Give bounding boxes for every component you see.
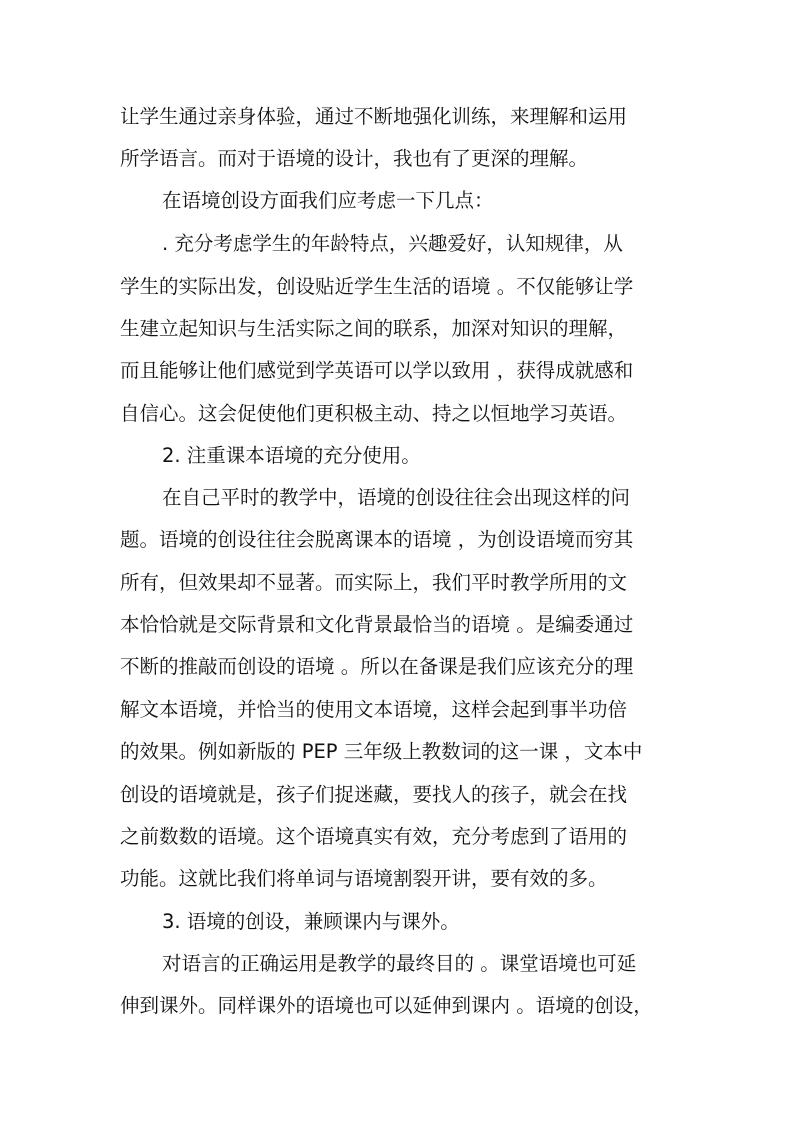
point-1-line-5: 自信心。这会促使他们更积极主动、持之以恒地学习英语。: [120, 402, 628, 425]
point-2-heading: 2. 注重课本语境的充分使用。: [162, 444, 421, 467]
point-2-line-2: 题。语境的创设往往会脱离课本的语境 ，为创设语境而穷其: [120, 528, 634, 551]
point-2-line-9: 之前数数的语境。这个语境真实有效，充分考虑到了语用的: [120, 825, 628, 848]
point-1-line-2: 学生的实际出发，创设贴近学生生活的语境 。不仅能够让学: [120, 275, 634, 298]
point-3-line-1: 对语言的正确运用是教学的最终目的 。课堂语境也可延: [162, 952, 637, 975]
point-3-heading: 3. 语境的创设，兼顾课内与课外。: [162, 910, 460, 933]
point-2-line-10: 功能。这就比我们将单词与语境割裂开讲，要有效的多。: [120, 867, 608, 890]
point-2-line-6: 解文本语境，并恰当的使用文本语境，这样会起到事半功倍: [120, 698, 628, 721]
text-line-1: 让学生通过亲身体验，通过不断地强化训练，来理解和运用: [120, 105, 628, 128]
point-2-line-8: 创设的语境就是，孩子们捉迷藏，要找人的孩子，就会在找: [120, 783, 628, 806]
point-2-line-3: 所有，但效果却不显著。而实际上，我们平时教学所用的文: [120, 571, 628, 594]
section-intro-line: 在语境创设方面我们应考虑一下几点：: [162, 189, 494, 212]
point-2-line-7: 的效果。例如新版的 PEP 三年级上教数词的这一课 ，文本中: [120, 740, 643, 763]
point-2-line-5: 不断的推敲而创设的语境 。所以在备课是我们应该充分的理: [120, 655, 634, 678]
point-1-line-3: 生建立起知识与生活实际之间的联系，加深对知识的理解，: [120, 317, 628, 340]
text-line-2: 所学语言。而对于语境的设计，我也有了更深的理解。: [120, 147, 589, 170]
point-1-line-4: 而且能够让他们感觉到学英语可以学以致用 ，获得成就感和: [120, 359, 634, 382]
point-3-line-2: 伸到课外。同样课外的语境也可以延伸到课内 。语境的创设，: [120, 994, 653, 1017]
point-1-line-1: . 充分考虑学生的年龄特点，兴趣爱好，认知规律，从: [162, 232, 623, 255]
point-2-line-1: 在自己平时的教学中，语境的创设往往会出现这样的问: [162, 486, 631, 509]
point-2-line-4: 本恰恰就是交际背景和文化背景最恰当的语境 。是编委通过: [120, 613, 634, 636]
